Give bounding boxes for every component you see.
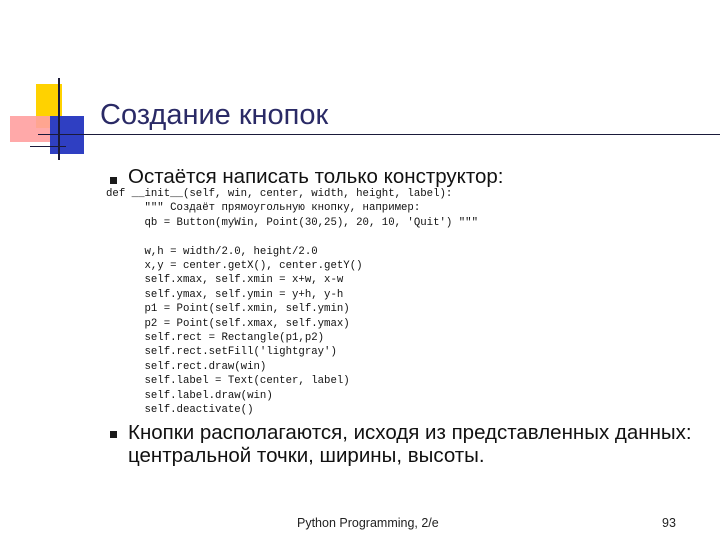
page-number: 93 [662, 516, 676, 530]
slide-title: Создание кнопок [100, 99, 329, 131]
code-line: def __init__(self, win, center, width, height, label): [106, 188, 453, 200]
code-line: p1 = Point(self.xmin, self.ymin) [106, 303, 350, 316]
code-line: self.rect.setFill('lightgray') [106, 346, 337, 359]
code-line: x,y = center.getX(), center.getY() [106, 260, 363, 273]
footer-text: Python Programming, 2/e [297, 516, 439, 530]
bullet-marker [110, 177, 117, 184]
code-line: self.deactivate() [106, 404, 254, 417]
code-line: self.rect = Rectangle(p1,p2) [106, 332, 325, 345]
code-line: self.label.draw(win) [106, 389, 273, 402]
bullet-text-1: Остаётся написать только конструктор: [128, 165, 504, 188]
code-line: self.label = Text(center, label) [106, 375, 350, 388]
code-line: self.xmax, self.xmin = x+w, x-w [106, 274, 344, 287]
decor-vertical-line [58, 78, 60, 160]
bullet-marker [110, 431, 117, 438]
title-underline [38, 134, 720, 135]
code-line: p2 = Point(self.xmax, self.ymax) [106, 317, 350, 330]
code-line: self.ymax, self.ymin = y+h, y-h [106, 288, 344, 301]
code-block [106, 187, 478, 418]
code-line: """ Создаёт прямоугольную кнопку, например: [106, 202, 421, 215]
decor-pink-square [10, 116, 54, 142]
code-line: qb = Button(myWin, Point(30,25), 20, 10, 'Quit') """ [106, 216, 478, 229]
code-line: self.rect.draw(win) [106, 360, 267, 373]
bullet-text-2: Кнопки располагаются, исходя из представленных данных: центральной точки, ширины, высоты. [128, 421, 692, 467]
decor-blue-square [50, 116, 84, 154]
decor-short-line [30, 146, 66, 147]
code-line: w,h = width/2.0, height/2.0 [106, 245, 318, 258]
code-line [106, 230, 478, 244]
